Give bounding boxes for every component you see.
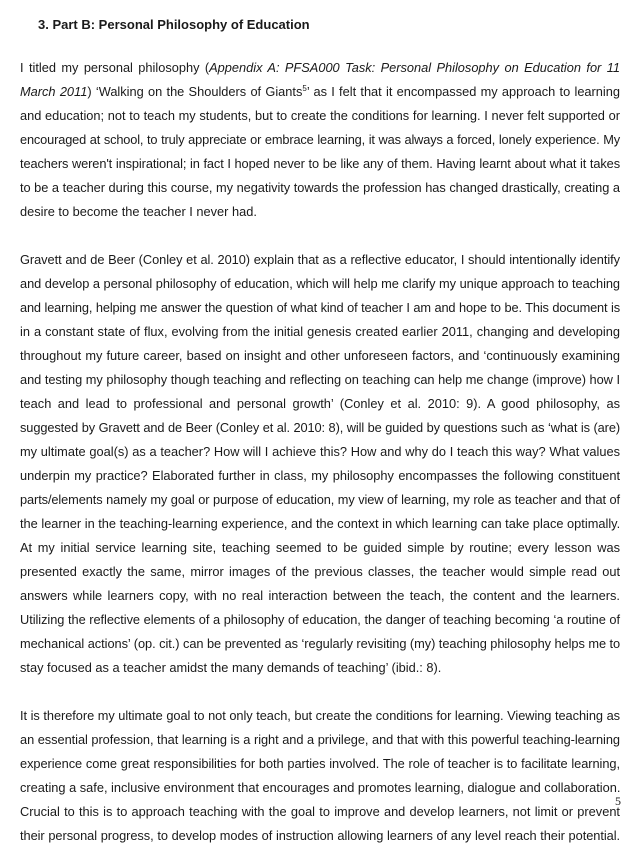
- text-line: [20, 56, 620, 80]
- text-line: and learning, helping me answer the question of what kind of teacher I am and hope to be. This document is: [20, 300, 620, 315]
- text-line: mechanical actions’ (op. cit.) can be prevented as ‘regularly revisiting (my) teaching philosophy helps me to: [20, 636, 621, 651]
- text-line: answers while learners copy, with no real interaction between the teach, the content and the learners.: [20, 588, 620, 603]
- text-line: underpin my practice? Elaborated further in class, my philosophy encompasses the following constituent: [20, 468, 620, 483]
- text-line: and testing my philosophy though teaching and reflecting on teaching can help me change (improve) how I: [20, 372, 620, 387]
- document-body: [20, 56, 620, 848]
- appendix-title-text: Appendix A: PFSA000 Task: Personal Philosophy on Education for 11: [209, 60, 620, 75]
- page-number: 5: [615, 794, 621, 808]
- text-line: It is therefore my ultimate goal to not only teach, but create the conditions for learning. Viewing teaching as: [20, 708, 620, 723]
- text-line: Gravett and de Beer (Conley et al. 2010) explain that as a reflective educator, I should intentionally identify: [20, 252, 620, 267]
- text-run: I titled my personal philosophy (: [20, 60, 210, 75]
- text-line: Utilizing the reflective elements of a philosophy of education, the danger of teaching becoming ‘a routine of: [20, 612, 620, 627]
- text-line: At my initial service learning site, teaching seemed to be guided simple by routine; every lesson was: [20, 540, 620, 555]
- text-line: their personal progress, to develop modes of instruction allowing learners of any level reach their potential.: [20, 828, 620, 843]
- text-line: [20, 80, 620, 104]
- section-heading: 3. Part B: Personal Philosophy of Education: [38, 17, 310, 32]
- text-line: presented exactly the same, mirror images of the previous classes, the teacher would simple read out: [20, 564, 620, 579]
- paragraph-gap: [20, 680, 620, 704]
- text-line: my ultimate goal(s) as a teacher? How will I achieve this? How and why do I teach this way? What values: [20, 444, 620, 459]
- text-run: ’ as I felt that it encompassed my approach to learning: [306, 84, 621, 99]
- text-line: desire to become the teacher I never had.: [20, 204, 257, 219]
- text-line: to be a teacher during this course, my negativity towards the profession has changed drastically, creating a: [20, 180, 620, 195]
- paragraph-3: [20, 704, 620, 848]
- text-line: and education; not to teach my students, but to create the conditions for learning. I never felt supported or: [20, 108, 620, 123]
- paragraph-2: [20, 248, 620, 680]
- paragraph-1: [20, 56, 620, 224]
- text-line: in a constant state of flux, evolving from the initial genesis created earlier 2011, changing and developing: [20, 324, 620, 339]
- text-line: suggested by Gravett and de Beer (Conley et al. 2010: 8), will be guided by questions such as ‘what is (are): [20, 420, 620, 435]
- text-line: creating a safe, inclusive environment that encourages and promotes learning, dialogue and collaboration.: [20, 780, 621, 795]
- appendix-date-text: March 2011: [20, 84, 88, 99]
- text-line: teachers weren't inspirational; in fact I hoped never to be like any of them. Having learnt about what it takes: [20, 156, 620, 171]
- text-line: throughout my future career, based on insight and other unforeseen factors, and ‘continuously examining: [20, 348, 620, 363]
- text-run: ) ‘Walking on the Shoulders of Giants: [87, 84, 303, 99]
- text-line: and develop a personal philosophy of education, which will help me clarify my unique approach to teaching: [20, 276, 620, 291]
- text-line: parts/elements namely my goal or purpose of education, my view of learning, my role as teacher and that of: [20, 492, 620, 507]
- text-line: teach and lead to professional and personal growth’ (Conley et al. 2010: 9). A good philosophy, as: [20, 396, 620, 411]
- text-line: encouraged at school, to truly appreciate or embrace learning, it was always a forced, lonely experience. My: [20, 132, 620, 147]
- footnote-marker: 5: [302, 84, 307, 93]
- paragraph-gap: [20, 224, 620, 248]
- text-line: experience come great responsibilities for both parties involved. The role of teacher is to facilitate learning,: [20, 756, 620, 771]
- text-line: an essential profession, that learning is a right and a privilege, and that with this powerful teaching-learning: [20, 732, 620, 747]
- text-line: Crucial to this is to approach teaching with the goal to improve and develop learners, not limit or prevent: [20, 804, 620, 819]
- text-line: the learner in the teaching-learning experience, and the context in which learning can take place optimally.: [20, 516, 621, 531]
- text-line: stay focused as a teacher amidst the many demands of teaching’ (ibid.: 8).: [20, 660, 442, 675]
